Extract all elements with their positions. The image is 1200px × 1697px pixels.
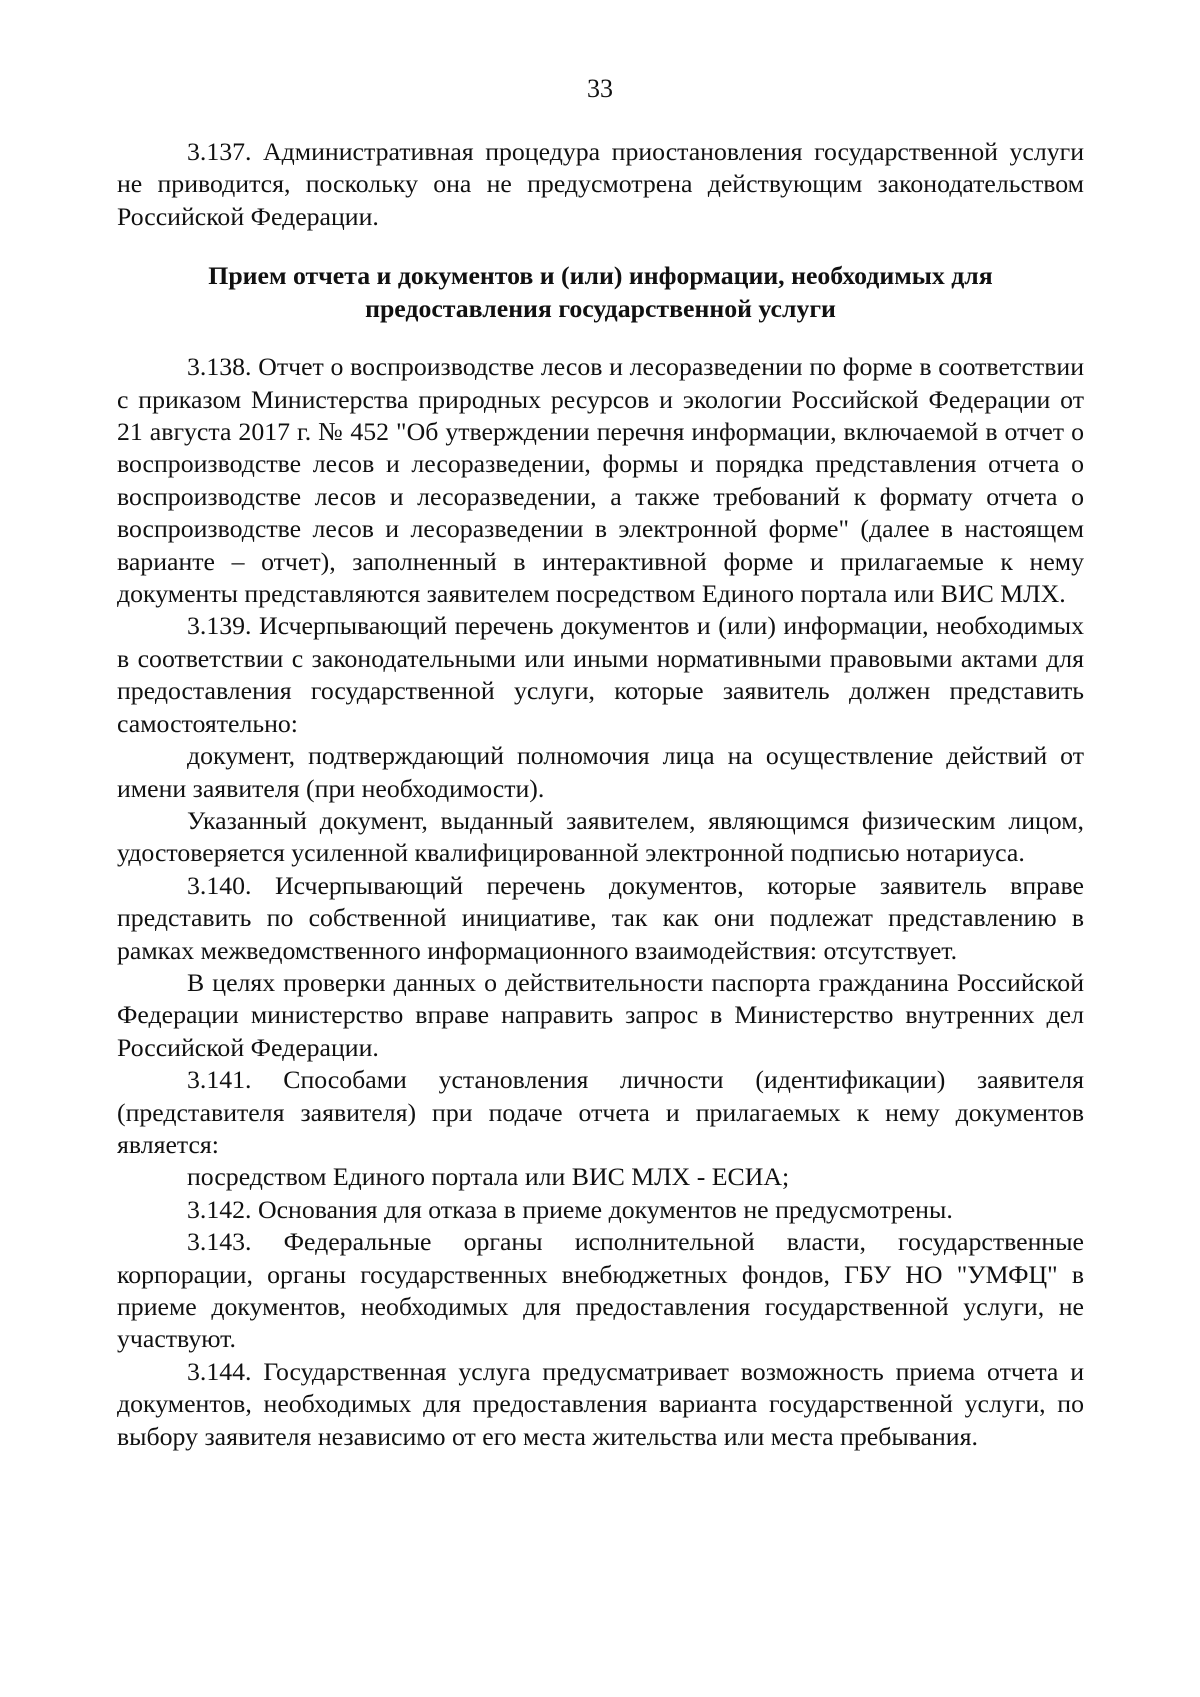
paragraph-3-144: 3.144. Государственная услуга предусматривает возможность приема отчета и документов, необходимых для предоставления варианта государственной услуги, по выбору заявителя независимо от его места жительства или места пребывания. — [117, 1356, 1084, 1451]
paragraph-notary-signature: Указанный документ, выданный заявителем, являющимся физическим лицом, удостоверяется усиленной квалифицированной электронной подписью нотариуса. — [117, 805, 1084, 868]
page-number: 33 — [587, 74, 613, 103]
paragraph-3-140: 3.140. Исчерпывающий перечень документов, которые заявитель вправе представить по собственной инициативе, так как они подлежат представлению в рамках межведомственного информационного взаимодействия: отсутствует. — [117, 870, 1084, 965]
document-body — [117, 136, 1084, 1453]
paragraph-passport-check: В целях проверки данных о действительности паспорта гражданина Российской Федерации министерство вправе направить запрос в Министерство внутренних дел Российской Федерации. — [117, 967, 1084, 1062]
section-heading: Прием отчета и документов и (или) информации, необходимых для предоставления государственной услуги — [208, 261, 993, 324]
paragraph-3-143: 3.143. Федеральные органы исполнительной власти, государственные корпорации, органы государственных внебюджетных фондов, ГБУ НО "УМФЦ" в приеме документов, необходимых для предоставления государственной услуги, не участвуют. — [117, 1227, 1084, 1354]
paragraph-3-137: 3.137. Административная процедура приостановления государственной услуги не приводится, поскольку она не предусмотрена действующим законодательством Российской Федерации. — [117, 137, 1084, 231]
paragraph-esia: посредством Единого портала или ВИС МЛХ - ЕСИА; — [187, 1162, 790, 1192]
paragraph-3-142: 3.142. Основания для отказа в приеме документов не предусмотрены. — [187, 1194, 953, 1224]
paragraph-3-139: 3.139. Исчерпывающий перечень документов и (или) информации, необходимых в соответствии с законодательными или иными нормативными правовыми актами для предоставления государственной услуги, которые заявитель должен представить самостоятельно: — [117, 611, 1084, 738]
paragraph-3-141: 3.141. Способами установления личности (идентификации) заявителя (представителя заявителя) при подаче отчета и прилагаемых к нему документов является: — [117, 1065, 1084, 1159]
paragraph-authority-document: документ, подтверждающий полномочия лица на осуществление действий от имени заявителя (при необходимости). — [117, 741, 1084, 803]
paragraph-3-138: 3.138. Отчет о воспроизводстве лесов и лесоразведении по форме в соответствии с приказом Министерства природных ресурсов и экологии Российской Федерации от 21 августа 2017 г. № 452 "Об утверждении перечня информации, включаемой в отчет о воспроизводстве лесов и лесоразведении, формы и порядка представления отчета о воспроизводстве лесов и лесоразведении, а также требований к формату отчета о воспроизводстве лесов и лесоразведении в электронной форме" (далее в настоящем варианте – отчет), заполненный в интерактивной форме и прилагаемые к нему документы представляются заявителем посредством Единого портала или ВИС МЛХ. — [117, 352, 1084, 609]
